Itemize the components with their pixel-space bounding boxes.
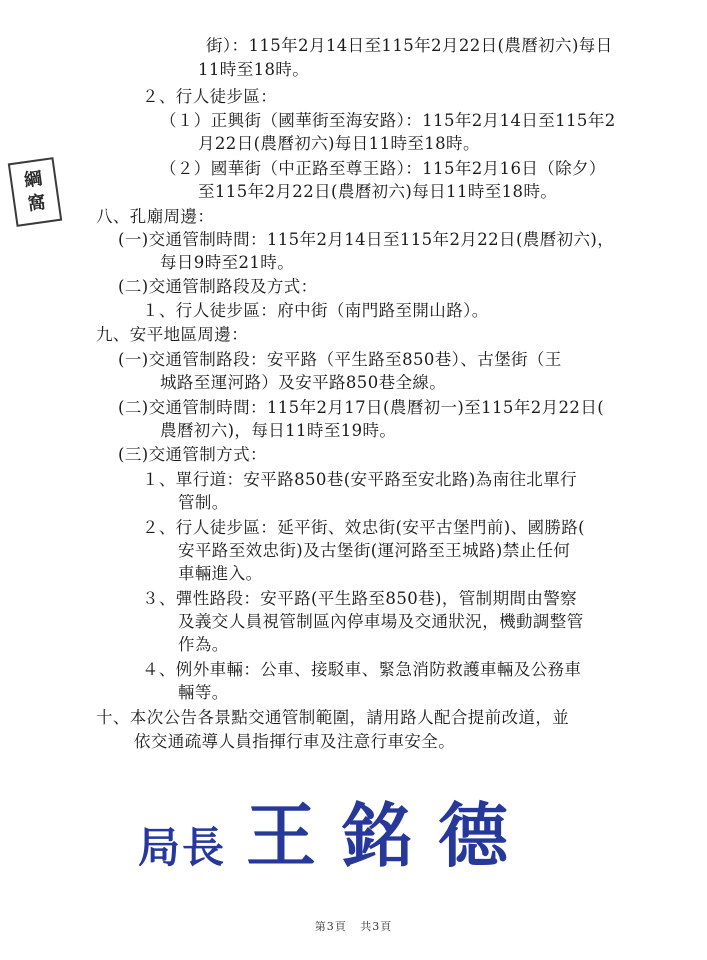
text-line: 輛等。 — [178, 683, 229, 702]
page-footer — [0, 918, 707, 934]
page-total: 共3頁 — [360, 920, 393, 933]
margin-seal-stamp — [8, 157, 62, 227]
text-line: 11時至18時。 — [198, 60, 310, 79]
seal-char: 窩 — [26, 191, 47, 216]
text-line: １、行人徒步區：府中街（南門路至開山路）。 — [142, 301, 489, 320]
text-line: 街）：115年2月14日至115年2月22日(農曆初六)每日 — [206, 36, 613, 55]
text-line: (一)交通管制時間：115年2月14日至115年2月22日(農曆初六)， — [118, 230, 615, 249]
text-line: （２）國華街（中正路至尊王路）：115年2月16日（除夕） — [160, 159, 606, 178]
text-line: １、單行道：安平路850巷(安平路至安北路)為南往北單行 — [142, 470, 578, 489]
text-line: （１）正興街（國華街至海安路）：115年2月14日至115年2 — [160, 111, 616, 130]
text-line: 每日9時至21時。 — [160, 253, 295, 272]
seal-char: 綱 — [22, 167, 44, 192]
section-heading: (三)交通管制方式： — [118, 445, 267, 464]
text-line: 安平路至效忠街)及古堡街(運河路至王城路)禁止任何 — [178, 541, 571, 560]
section-heading: 九、安平地區周邊： — [96, 325, 249, 344]
text-line: ３、彈性路段：安平路(平生路至850巷)，管制期間由警察 — [142, 589, 578, 608]
text-line: 城路至運河路）及安平路850巷全線。 — [160, 373, 447, 392]
text-line: ４、例外車輛：公車、接駁車、緊急消防救護車輛及公務車 — [142, 660, 582, 679]
text-line: 至115年2月22日(農曆初六)每日11時至18時。 — [198, 182, 558, 201]
signature-name: 王銘德 — [246, 795, 535, 877]
section-heading: 十、本次公告各景點交通管制範圍，請用路人配合提前改道，並 — [96, 708, 570, 727]
section-heading: ２、行人徒步區： — [142, 87, 278, 106]
text-line: 農曆初六)，每日11時至19時。 — [160, 421, 397, 440]
section-heading: (二)交通管制路段及方式： — [118, 277, 318, 296]
section-heading: 八、孔廟周邊： — [96, 207, 215, 226]
text-line: (一)交通管制路段：安平路（平生路至850巷）、古堡街（王 — [118, 350, 562, 369]
text-line: (二)交通管制時間：115年2月17日(農曆初一)至115年2月22日( — [118, 398, 605, 417]
text-line: ２、行人徒步區：延平街、效忠街(安平古堡門前)、國勝路( — [142, 518, 586, 537]
text-line: 月22日(農曆初六)每日11時至18時。 — [198, 134, 480, 153]
signature-title: 局長 — [138, 823, 227, 872]
director-signature — [138, 780, 534, 881]
text-line: 及義交人員視管制區內停車場及交通狀況，機動調整管 — [178, 612, 584, 631]
text-line: 依交通疏導人員指揮行車及注意行車安全。 — [134, 732, 456, 751]
text-line: 作為。 — [178, 635, 229, 654]
page-number: 第3頁 — [314, 920, 347, 933]
text-line: 車輛進入。 — [178, 564, 263, 583]
text-line: 管制。 — [178, 493, 229, 512]
